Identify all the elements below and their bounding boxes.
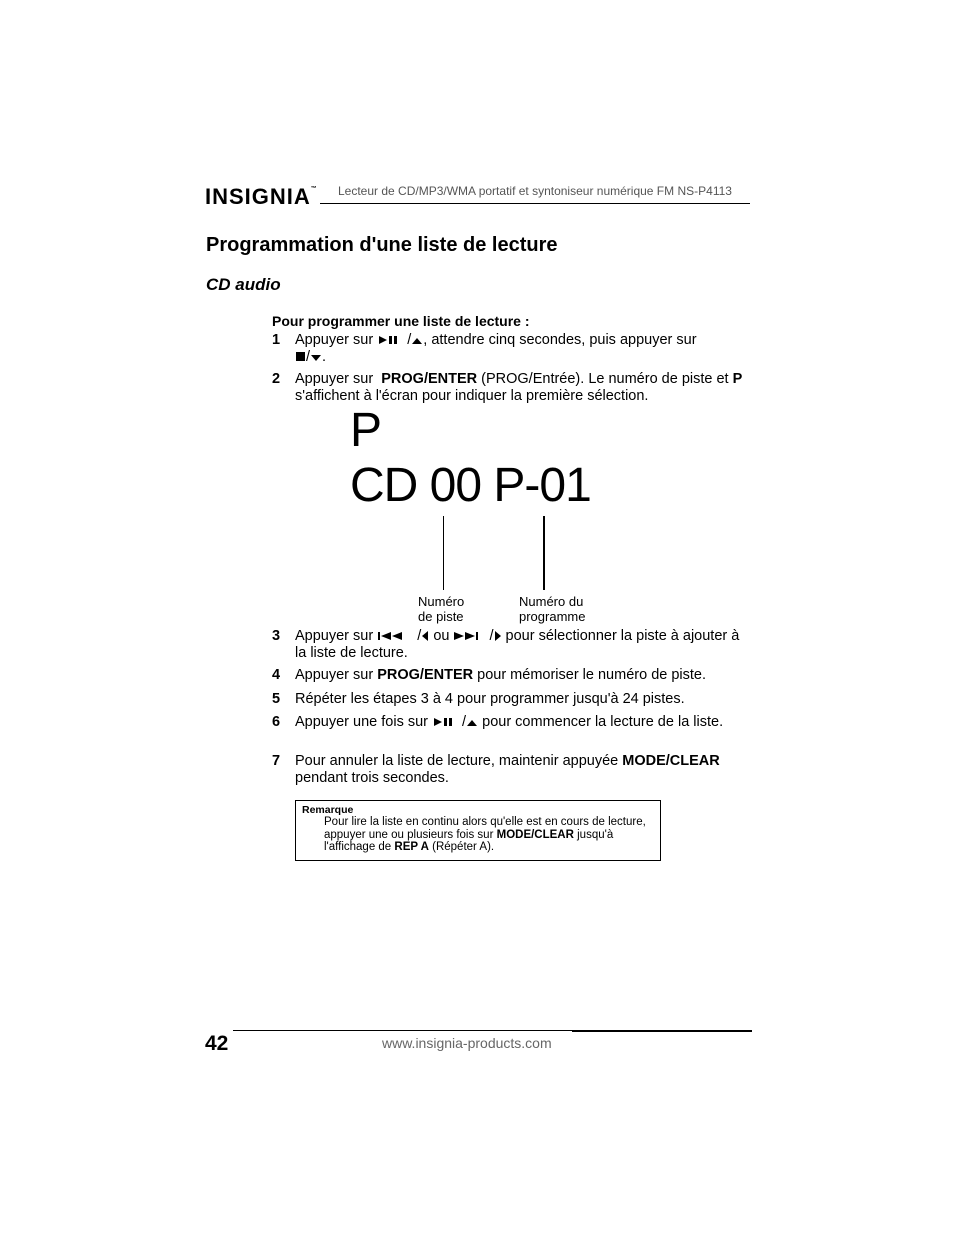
step-text: pour sélectionner la piste à ajouter à la liste de lecture. [295,628,740,661]
step-text: pendant trois secondes. [295,769,449,786]
left-arrow-icon [421,630,429,642]
step-5 [272,691,752,708]
step-number: 4 [272,667,281,683]
step-3: 3 Appuyer sur / ou / pour sélectionner la piste à ajouter à la liste de lecture. [272,628,740,661]
note-box [295,800,661,861]
footer-divider-thick [572,1030,752,1032]
step-number: 3 [272,628,281,644]
section-title: Programmation d'une liste de lecture [206,234,558,256]
up-arrow-icon [411,335,423,345]
footer-url: www.insignia-products.com [382,1035,552,1051]
step-4 [272,667,752,684]
page-number: 42 [205,1032,229,1055]
step-7 [272,753,752,786]
lcd-indicator-p: P [350,404,382,457]
stop-icon [295,351,306,362]
callout-line-track [443,516,444,590]
step-1: 1 Appuyer sur / , attendre cinq secondes, puis appuyer sur / . [272,332,697,365]
step-number: 5 [272,691,281,707]
step-text: Appuyer une fois sur [295,714,428,730]
step-text: Pour annuler la liste de lecture, maintenir appuyée [295,753,619,769]
note-body: Pour lire la liste en continu alors qu'elle est en cours de lecture, appuyer une ou plusieurs fois sur MODE/CLEAR jusqu'à l'affichage de REP A (Répéter A). [324,816,646,853]
callout-label-track: Numéro de piste [418,594,465,624]
header-divider [320,203,750,204]
step-text: Appuyer sur [295,667,374,683]
step-text: , attendre cinq secondes, puis appuyer sur [423,332,697,348]
up-arrow-icon [466,717,478,727]
step-number: 7 [272,753,281,769]
step-text: Appuyer sur [295,371,374,387]
down-arrow-icon [310,352,322,362]
step-text: ou [433,628,450,644]
section-subtitle: CD audio [206,275,281,294]
step-number: 6 [272,714,281,730]
right-arrow-icon [494,630,502,642]
next-track-icon [453,631,489,641]
step-text: (PROG/Entrée). Le numéro de piste et [481,371,729,387]
callout-line-program [543,516,545,590]
step-text: . [322,348,327,365]
note-title: Remarque [302,804,354,816]
step-text: pour commencer la lecture de la liste. [482,714,724,730]
document-title: Lecteur de CD/MP3/WMA portatif et syntoniseur numérique FM NS-P4113 [338,184,732,198]
button-name: MODE/CLEAR [622,753,720,769]
procedure-title: Pour programmer une liste de lecture : [272,313,530,329]
play-pause-icon [432,716,458,728]
play-pause-icon [377,334,403,346]
callout-label-program: Numéro du programme [519,594,586,624]
button-name: PROG/ENTER [381,371,478,387]
brand-logo: INSIGNIA™ [205,184,318,209]
step-text: pour mémoriser le numéro de piste. [477,667,707,683]
step-2 [272,371,752,404]
step-text: Appuyer sur [295,332,374,348]
indicator-name: P [732,371,743,387]
step-6: 6 Appuyer une fois sur / pour commencer la lecture de la liste. [272,714,724,730]
lcd-display-line: CD 00 P-01 [350,459,591,512]
button-name: PROG/ENTER [377,667,474,683]
step-text: Répéter les étapes 3 à 4 pour programmer jusqu'à 24 pistes. [295,691,685,707]
step-text: s'affichent à l'écran pour indiquer la première sélection. [295,387,649,404]
step-text: Appuyer sur [295,628,374,644]
step-number: 1 [272,332,281,348]
step-number: 2 [272,371,281,387]
previous-track-icon [377,631,413,641]
